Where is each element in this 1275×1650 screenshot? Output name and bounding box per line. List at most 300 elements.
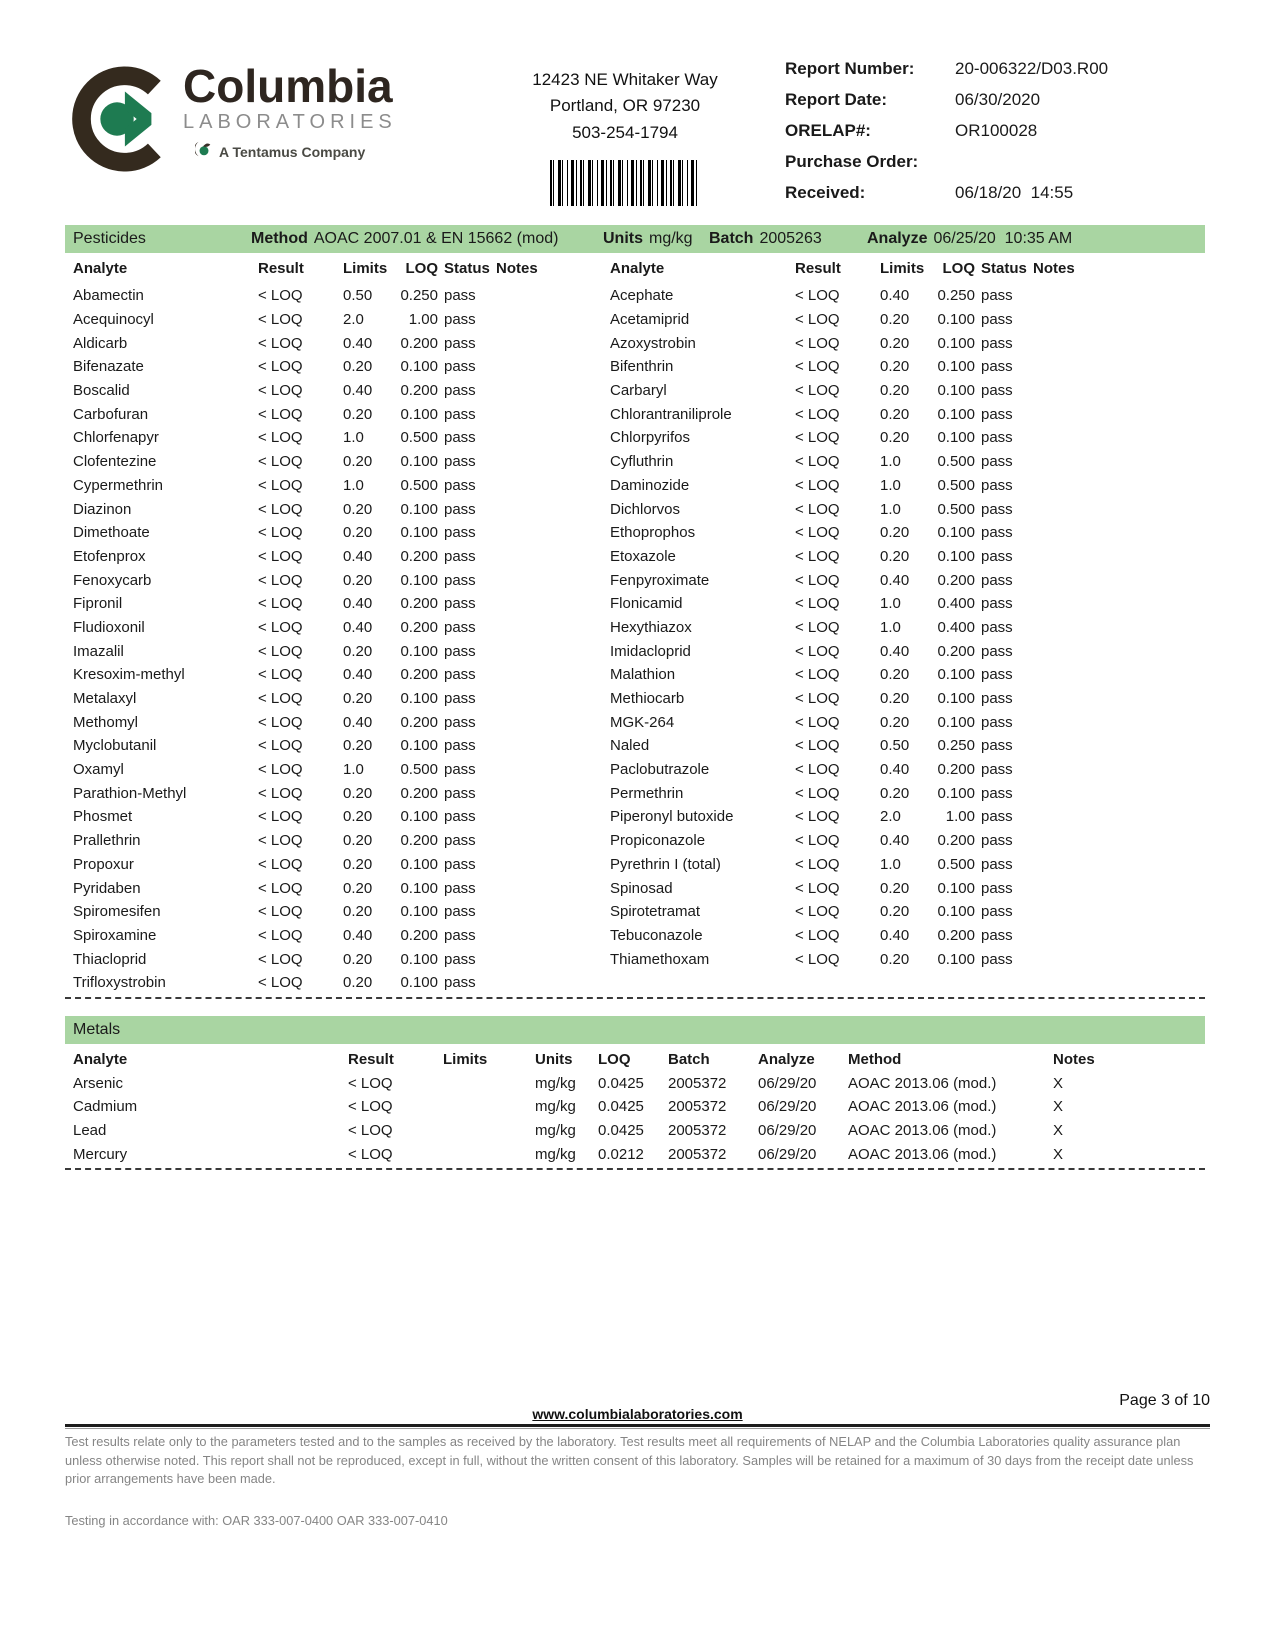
result-cell: < LOQ — [258, 950, 303, 968]
analyte-cell: Naled — [610, 737, 650, 755]
status-cell: pass — [981, 524, 1013, 542]
limits-cell: 0.20 — [343, 879, 373, 897]
loq-cell: 0.100 — [937, 334, 975, 352]
units-value: mg/kg — [649, 230, 693, 247]
status-cell: pass — [981, 500, 1013, 518]
analyte-cell: Acephate — [610, 287, 674, 305]
pesticide-row — [65, 379, 602, 403]
pesticides-header-row — [65, 256, 602, 280]
units-cell: mg/kg — [535, 1074, 576, 1092]
loq-cell: 0.250 — [400, 287, 438, 305]
analyte-cell: Imidacloprid — [610, 642, 691, 660]
analyte-cell: Cypermethrin — [73, 476, 164, 494]
analyte-cell: Carbaryl — [610, 382, 667, 400]
result-cell: < LOQ — [795, 547, 840, 565]
result-cell: < LOQ — [258, 500, 303, 518]
orelap-label: ORELAP#: — [785, 121, 871, 140]
units-cell: Units — [535, 1050, 573, 1068]
analyte-cell: Fenoxycarb — [73, 571, 152, 589]
report-number-value: 20-006322/D03.R00 — [955, 59, 1109, 78]
loq-cell: 0.200 — [937, 761, 975, 779]
limits-cell: 0.20 — [343, 950, 373, 968]
status-cell: pass — [444, 926, 476, 944]
notes-cell: X — [1053, 1145, 1064, 1163]
loq-cell: 0.100 — [400, 903, 438, 921]
loq-cell: 0.200 — [937, 642, 975, 660]
analyte-cell: Etofenprox — [73, 547, 146, 565]
analyte-cell: Mercury — [73, 1145, 128, 1163]
limits-cell: 2.0 — [343, 311, 364, 329]
limits-cell: 1.0 — [880, 500, 901, 518]
result-cell: < LOQ — [348, 1145, 393, 1163]
result-cell: < LOQ — [258, 524, 303, 542]
metal-row — [65, 1142, 1205, 1166]
analyze-value: 06/25/20 10:35 AM — [933, 230, 1073, 247]
status-cell: pass — [981, 855, 1013, 873]
pesticide-row — [65, 592, 602, 616]
metals-section-bar — [65, 1016, 1205, 1044]
limits-cell: 0.20 — [880, 334, 910, 352]
pesticide-row — [65, 924, 602, 948]
metals-header-row — [65, 1048, 1205, 1072]
status-cell: pass — [981, 595, 1013, 613]
pesticide-row — [602, 710, 1205, 734]
loq-cell: 0.100 — [400, 879, 438, 897]
loq-cell: 0.100 — [400, 690, 438, 708]
pesticide-row — [602, 829, 1205, 853]
loq-cell: 0.200 — [400, 547, 438, 565]
pesticides-left-table — [65, 253, 602, 995]
loq-cell: 0.100 — [937, 879, 975, 897]
analyte-cell: Analyte — [610, 259, 665, 277]
loq-cell: 0.0425 — [598, 1074, 644, 1092]
loq-cell: 0.100 — [400, 642, 438, 660]
batch-cell: 2005372 — [668, 1122, 727, 1140]
result-cell: < LOQ — [795, 737, 840, 755]
loq-cell: 0.400 — [937, 618, 975, 636]
loq-cell: 0.0212 — [598, 1145, 644, 1163]
analyte-cell: Etoxazole — [610, 547, 676, 565]
loq-cell: 0.500 — [400, 761, 438, 779]
result-cell: < LOQ — [258, 571, 303, 589]
status-cell: pass — [444, 571, 476, 589]
pesticide-row — [602, 450, 1205, 474]
limits-cell: 0.20 — [880, 666, 910, 684]
analyte-cell: Aldicarb — [73, 334, 128, 352]
pesticide-row — [602, 924, 1205, 948]
pesticide-row — [65, 734, 602, 758]
loq-cell: 0.200 — [400, 334, 438, 352]
limits-cell: 0.20 — [343, 832, 373, 850]
status-cell: pass — [444, 950, 476, 968]
analyte-cell: Boscalid — [73, 382, 130, 400]
purchase-order-value — [955, 152, 1210, 172]
pesticides-right-rows — [602, 284, 1205, 971]
pesticide-row — [65, 758, 602, 782]
loq-cell: 0.100 — [937, 950, 975, 968]
pesticides-right-table — [602, 253, 1205, 995]
status-cell: pass — [444, 808, 476, 826]
result-cell: < LOQ — [258, 642, 303, 660]
analyte-cell: Pyrethrin I (total) — [610, 855, 721, 873]
analyze-cell: 06/29/20 — [758, 1122, 817, 1140]
result-cell: < LOQ — [258, 618, 303, 636]
loq-cell: 0.100 — [400, 737, 438, 755]
analyte-cell: Acequinocyl — [73, 311, 154, 329]
pesticide-row — [602, 284, 1205, 308]
pesticide-row — [65, 876, 602, 900]
loq-cell: 0.100 — [937, 311, 975, 329]
status-cell: pass — [981, 382, 1013, 400]
pesticide-row — [65, 853, 602, 877]
result-cell: < LOQ — [348, 1122, 393, 1140]
analyte-cell: Metalaxyl — [73, 690, 137, 708]
loq-cell: 1.00 — [945, 808, 975, 826]
result-cell: Result — [258, 259, 304, 277]
limits-cell: 0.40 — [343, 382, 373, 400]
analyte-cell: Diazinon — [73, 500, 132, 518]
pesticide-row — [602, 900, 1205, 924]
result-cell: < LOQ — [258, 784, 303, 802]
pesticides-section-bar — [65, 225, 1205, 253]
result-cell: < LOQ — [258, 311, 303, 329]
loq-cell: 0.500 — [400, 429, 438, 447]
pesticide-row — [602, 592, 1205, 616]
loq-cell: 0.100 — [937, 524, 975, 542]
limits-cell: 0.20 — [343, 974, 373, 992]
limits-cell: 0.20 — [880, 358, 910, 376]
result-cell: < LOQ — [258, 382, 303, 400]
limits-cell: 1.0 — [880, 618, 901, 636]
website-link[interactable]: www.columbialaboratories.com — [532, 1406, 743, 1422]
notes-cell: X — [1053, 1098, 1064, 1116]
limits-cell: 1.0 — [343, 476, 364, 494]
limits-cell: 1.0 — [880, 855, 901, 873]
batch-value: 2005263 — [759, 230, 822, 247]
address-line-2: Portland, OR 97230 — [549, 96, 701, 116]
columbia-logo-icon — [65, 63, 173, 180]
brand-subtitle: LABORATORIES — [183, 111, 397, 133]
barcode — [550, 160, 700, 206]
report-info-block — [785, 55, 1210, 225]
loq-cell: 0.100 — [400, 500, 438, 518]
pesticide-row — [65, 663, 602, 687]
result-cell: < LOQ — [258, 547, 303, 565]
analyte-cell: Imazalil — [73, 642, 124, 660]
notes-cell: Notes — [1033, 259, 1075, 277]
result-cell: < LOQ — [258, 713, 303, 731]
loq-cell: 0.250 — [937, 287, 975, 305]
result-cell: < LOQ — [258, 737, 303, 755]
loq-cell: 0.100 — [937, 429, 975, 447]
analyte-cell: Prallethrin — [73, 832, 141, 850]
result-cell: < LOQ — [258, 926, 303, 944]
report-number-label: Report Number: — [785, 59, 915, 78]
pesticide-row — [65, 426, 602, 450]
limits-cell: 0.20 — [343, 855, 373, 873]
pesticide-row — [65, 355, 602, 379]
lab-address-block — [465, 55, 785, 225]
status-cell: pass — [981, 761, 1013, 779]
analyte-cell: Permethrin — [610, 784, 684, 802]
loq-cell: 0.200 — [937, 571, 975, 589]
analyte-cell: Paclobutrazole — [610, 761, 710, 779]
status-cell: Status — [444, 259, 490, 277]
pesticides-method — [251, 230, 603, 248]
pesticide-row — [65, 971, 602, 995]
status-cell: pass — [444, 547, 476, 565]
analyte-cell: MGK-264 — [610, 713, 675, 731]
result-cell: < LOQ — [258, 453, 303, 471]
status-cell: pass — [981, 405, 1013, 423]
analyte-cell: Kresoxim-methyl — [73, 666, 185, 684]
limits-cell: 1.0 — [343, 429, 364, 447]
pesticides-batch — [709, 230, 867, 248]
method-value: AOAC 2007.01 & EN 15662 (mod) — [313, 230, 559, 247]
limits-cell: 0.40 — [880, 832, 910, 850]
limits-cell: 0.20 — [343, 903, 373, 921]
pesticide-row — [602, 687, 1205, 711]
pesticide-row — [602, 781, 1205, 805]
status-cell: pass — [981, 287, 1013, 305]
report-date-value: 06/30/2020 — [955, 90, 1041, 109]
result-cell: < LOQ — [795, 666, 840, 684]
analyte-cell: Flonicamid — [610, 595, 683, 613]
pesticide-row — [602, 947, 1205, 971]
analyte-cell: Chlorantraniliprole — [610, 405, 732, 423]
metals-table — [65, 1048, 1205, 1166]
status-cell: pass — [444, 382, 476, 400]
pesticide-row — [65, 639, 602, 663]
analyte-cell: Acetamiprid — [610, 311, 690, 329]
analyte-cell: Analyte — [73, 1050, 128, 1068]
analyte-cell: Spirotetramat — [610, 903, 701, 921]
units-label: Units — [603, 230, 643, 247]
purchase-order-label: Purchase Order: — [785, 152, 919, 171]
analyte-cell: Analyte — [73, 259, 128, 277]
loq-cell: 0.200 — [400, 713, 438, 731]
pesticides-section — [65, 225, 1205, 999]
pesticide-row — [602, 663, 1205, 687]
units-cell: mg/kg — [535, 1098, 576, 1116]
pesticide-row — [65, 331, 602, 355]
limits-cell: 0.20 — [343, 500, 373, 518]
loq-cell: 0.500 — [937, 476, 975, 494]
result-cell: Result — [348, 1050, 394, 1068]
result-cell: < LOQ — [795, 571, 840, 589]
analyze-cell: Analyze — [758, 1050, 815, 1068]
analyte-cell: Propoxur — [73, 855, 134, 873]
pesticide-row — [602, 497, 1205, 521]
status-cell: pass — [981, 334, 1013, 352]
pesticide-row — [65, 568, 602, 592]
status-cell: pass — [444, 500, 476, 518]
loq-cell: 0.100 — [400, 855, 438, 873]
pesticide-row — [65, 474, 602, 498]
footer-rule-thin — [65, 1428, 1210, 1429]
pesticide-row — [65, 497, 602, 521]
pesticide-row — [65, 687, 602, 711]
analyte-cell: Pyridaben — [73, 879, 141, 897]
loq-cell: 0.100 — [400, 950, 438, 968]
status-cell: pass — [444, 832, 476, 850]
status-cell: pass — [981, 950, 1013, 968]
analyte-cell: Abamectin — [73, 287, 144, 305]
limits-cell: 1.0 — [343, 761, 364, 779]
pesticides-left-rows — [65, 284, 602, 995]
analyte-cell: Propiconazole — [610, 832, 706, 850]
limits-cell: 0.20 — [880, 713, 910, 731]
status-cell: pass — [444, 358, 476, 376]
pesticide-row — [65, 781, 602, 805]
loq-cell: 0.100 — [400, 358, 438, 376]
result-cell: < LOQ — [795, 713, 840, 731]
page-number: Page 3 of 10 — [1119, 1392, 1210, 1409]
analyte-cell: Methomyl — [73, 713, 139, 731]
loq-cell: LOQ — [942, 259, 975, 277]
result-cell: < LOQ — [258, 334, 303, 352]
limits-cell: 0.20 — [343, 405, 373, 423]
pesticide-row — [602, 545, 1205, 569]
limits-cell: 1.0 — [880, 453, 901, 471]
analyte-cell: Methiocarb — [610, 690, 685, 708]
result-cell: < LOQ — [795, 500, 840, 518]
pesticide-row — [65, 805, 602, 829]
status-cell: pass — [444, 287, 476, 305]
analyze-cell: 06/29/20 — [758, 1074, 817, 1092]
analyte-cell: Bifenthrin — [610, 358, 674, 376]
metal-row — [65, 1119, 1205, 1143]
pesticide-row — [65, 545, 602, 569]
pesticide-row — [602, 521, 1205, 545]
analyze-cell: 06/29/20 — [758, 1145, 817, 1163]
status-cell: pass — [981, 713, 1013, 731]
loq-cell: 0.100 — [937, 784, 975, 802]
status-cell: pass — [981, 453, 1013, 471]
result-cell: < LOQ — [258, 405, 303, 423]
loq-cell: 0.100 — [937, 547, 975, 565]
result-cell: < LOQ — [795, 429, 840, 447]
status-cell: pass — [444, 618, 476, 636]
pesticide-row — [602, 402, 1205, 426]
method-cell: AOAC 2013.06 (mod.) — [848, 1122, 997, 1140]
result-cell: < LOQ — [258, 287, 303, 305]
limits-cell: 0.20 — [880, 903, 910, 921]
result-cell: < LOQ — [795, 476, 840, 494]
limits-cell: 0.40 — [343, 666, 373, 684]
status-cell: pass — [444, 476, 476, 494]
limits-cell: 0.20 — [343, 808, 373, 826]
pesticide-row — [602, 876, 1205, 900]
metal-row — [65, 1095, 1205, 1119]
result-cell: < LOQ — [258, 879, 303, 897]
limits-cell: 0.40 — [343, 618, 373, 636]
status-cell: pass — [981, 571, 1013, 589]
status-cell: pass — [981, 666, 1013, 684]
disclaimer-text: Test results relate only to the parameters tested and to the samples as received by the laboratory. Test results meet all requirements of NELAP and the Columbia Laboratories quality assurance plan unless otherwise noted. This report shall not be reproduced, except in full, without the written consent of this laboratory. Samples will be retained for a maximum of 30 days from the receipt date unless prior arrangements have been made. — [65, 1434, 1194, 1487]
pesticides-section-title: Pesticides — [73, 230, 146, 247]
accordance-text: Testing in accordance with: OAR 333-007-0400 OAR 333-007-0410 — [65, 1512, 448, 1528]
limits-cell: 0.20 — [880, 784, 910, 802]
result-cell: < LOQ — [258, 974, 303, 992]
limits-cell: 0.20 — [880, 311, 910, 329]
units-cell: mg/kg — [535, 1122, 576, 1140]
limits-cell: 0.20 — [880, 950, 910, 968]
loq-cell: 0.200 — [937, 832, 975, 850]
metals-section-title: Metals — [73, 1020, 121, 1038]
result-cell: < LOQ — [258, 476, 303, 494]
status-cell: pass — [981, 311, 1013, 329]
result-cell: < LOQ — [258, 690, 303, 708]
limits-cell: 0.40 — [343, 334, 373, 352]
analyte-cell: Chlorpyrifos — [610, 429, 691, 447]
limits-cell: 0.40 — [880, 642, 910, 660]
method-cell: AOAC 2013.06 (mod.) — [848, 1074, 997, 1092]
pesticide-row — [65, 616, 602, 640]
analyte-cell: Carbofuran — [73, 405, 149, 423]
loq-cell: 0.400 — [937, 595, 975, 613]
status-cell: pass — [981, 737, 1013, 755]
status-cell: pass — [981, 690, 1013, 708]
analyte-cell: Trifloxystrobin — [73, 974, 166, 992]
loq-cell: 0.100 — [400, 453, 438, 471]
units-cell: mg/kg — [535, 1145, 576, 1163]
result-cell: < LOQ — [795, 618, 840, 636]
loq-cell: 0.200 — [937, 926, 975, 944]
status-cell: pass — [444, 713, 476, 731]
status-cell: pass — [981, 547, 1013, 565]
analyte-cell: Fludioxonil — [73, 618, 145, 636]
status-cell: pass — [981, 903, 1013, 921]
limits-cell: 1.0 — [880, 476, 901, 494]
pesticide-row — [65, 521, 602, 545]
analyte-cell: Lead — [73, 1122, 107, 1140]
pesticide-row — [65, 402, 602, 426]
result-cell: < LOQ — [258, 808, 303, 826]
received-value: 06/18/20 14:55 — [955, 183, 1074, 202]
limits-cell: 1.0 — [880, 595, 901, 613]
limits-cell: 0.20 — [880, 382, 910, 400]
pesticide-row — [602, 616, 1205, 640]
analyze-label: Analyze — [867, 230, 928, 247]
status-cell: pass — [444, 334, 476, 352]
pesticide-row — [602, 308, 1205, 332]
result-cell: < LOQ — [795, 903, 840, 921]
result-cell: < LOQ — [795, 382, 840, 400]
analyte-cell: Oxamyl — [73, 761, 124, 779]
result-cell: < LOQ — [795, 879, 840, 897]
footer-rule — [65, 1424, 1210, 1427]
result-cell: < LOQ — [258, 855, 303, 873]
loq-cell: 0.100 — [400, 974, 438, 992]
analyte-cell: Clofentezine — [73, 453, 157, 471]
result-cell: Result — [795, 259, 841, 277]
pesticide-row — [602, 568, 1205, 592]
analyte-cell: Dimethoate — [73, 524, 150, 542]
result-cell: < LOQ — [348, 1074, 393, 1092]
limits-cell: 0.40 — [880, 571, 910, 589]
notes-cell: X — [1053, 1122, 1064, 1140]
status-cell: pass — [444, 524, 476, 542]
pesticides-header-row — [602, 256, 1205, 280]
loq-cell: 0.100 — [400, 571, 438, 589]
result-cell: < LOQ — [795, 287, 840, 305]
loq-cell: 0.100 — [937, 713, 975, 731]
orelap-value: OR100028 — [955, 121, 1038, 140]
status-cell: pass — [444, 453, 476, 471]
tentamus-tagline — [195, 140, 397, 163]
limits-cell: Limits — [443, 1050, 488, 1068]
